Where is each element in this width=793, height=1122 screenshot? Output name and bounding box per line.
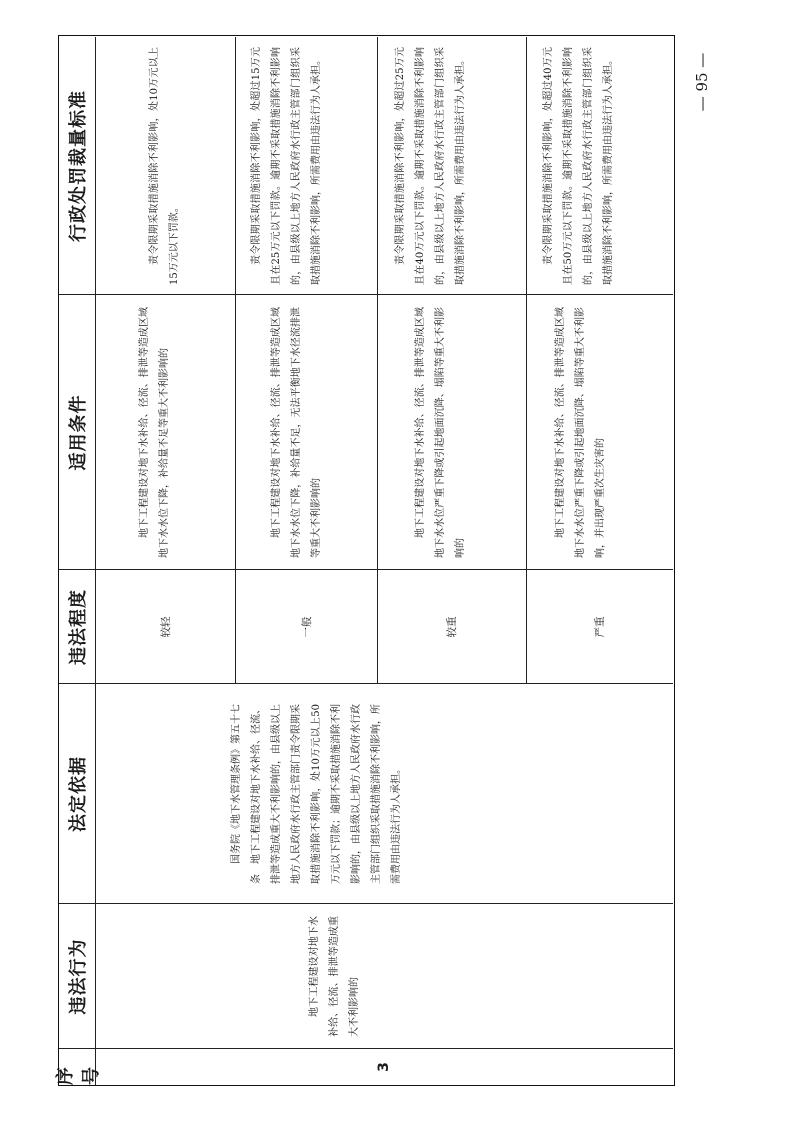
- condition-level-3: 地下工程建设对地下水补给、径流、排泄等造成区域地下水水位严重下降或引起地面沉降、塌陷等重大不利影响的: [415, 307, 466, 558]
- header-basis: 法定依据: [68, 756, 89, 832]
- header-degree: 违法程度: [68, 589, 89, 665]
- header-standard: 行政处罚裁量标准: [68, 90, 89, 242]
- standard-level-1: 责令限期采取措施消除不利影响，处10万元以上15万元以下罚款。: [149, 47, 180, 285]
- standard-level-2: 责令限期采取措施消除不利影响，处超过15万元且在25万元以下罚款。逾期不采取措施消除不利影响的，由县级以上地方人民政府水行政主管部门组织采取措施消除不利影响，所需费用由违法行为人承担。: [251, 47, 322, 285]
- standard-level-3: 责令限期采取措施消除不利影响，处超过25万元且在40万元以下罚款。逾期不采取措施消除不利影响的，由县级以上地方人民政府水行政主管部门组织采取措施消除不利影响，所需费用由违法行为人承担。: [395, 47, 466, 285]
- standard-level-4: 责令限期采取措施消除不利影响，处超过40万元且在50万元以下罚款。逾期不采取措施消除不利影响的，由县级以上地方人民政府水行政主管部门组织采取措施消除不利影响，所需费用由违法行为人承担。: [543, 47, 614, 285]
- condition-level-4: 地下工程建设对地下水补给、径流、排泄等造成区域地下水水位严重下降或引起地面沉降、塌陷等重大不利影响，并出现严重次生灾害的: [555, 307, 606, 558]
- degree-level-1: 较轻: [159, 616, 172, 638]
- degree-level-3: 较重: [446, 616, 458, 638]
- condition-level-2: 地下工程建设对地下水补给、径流、排泄等造成区域地下水水位下降，补给量不足，无法平衡地下水径流排泄等重大不利影响的: [271, 307, 322, 558]
- header-condition: 适用条件: [68, 394, 89, 471]
- page-number: — 95 —: [693, 52, 711, 112]
- degree-level-2: 一般: [300, 616, 313, 638]
- condition-level-1: 地下工程建设对地下水补给、径流、排泄等造成区域地下水水位下降，补给量不足等重大不利影响的: [139, 307, 170, 558]
- legal-basis: 国务院《地下水管理条例》第五十七条 地下工程建设对地下水补给、径流、排泄等造成重大不利影响的，由县级以上地方人民政府水行政主管部门责令限期采取措施消除不利影响，处10万元以上50万元以下罚款；逾期不采取措施消除不利影响的，由县级以上地方人民政府水行政主管部门组织采取措施消除不利影响，所需费用由违法行为人承担。: [231, 704, 402, 884]
- header-seq: 序号: [55, 1066, 102, 1085]
- header-divider: [95, 37, 96, 1085]
- violation-behavior: 地下工程建设对地下水补给、径流、排泄等造成重大不利影响的: [309, 916, 360, 1037]
- penalty-table: [55, 35, 675, 1086]
- header-behavior: 违法行为: [68, 938, 89, 1015]
- degree-level-4: 严重: [594, 616, 606, 638]
- row-seq: 3: [376, 1062, 392, 1072]
